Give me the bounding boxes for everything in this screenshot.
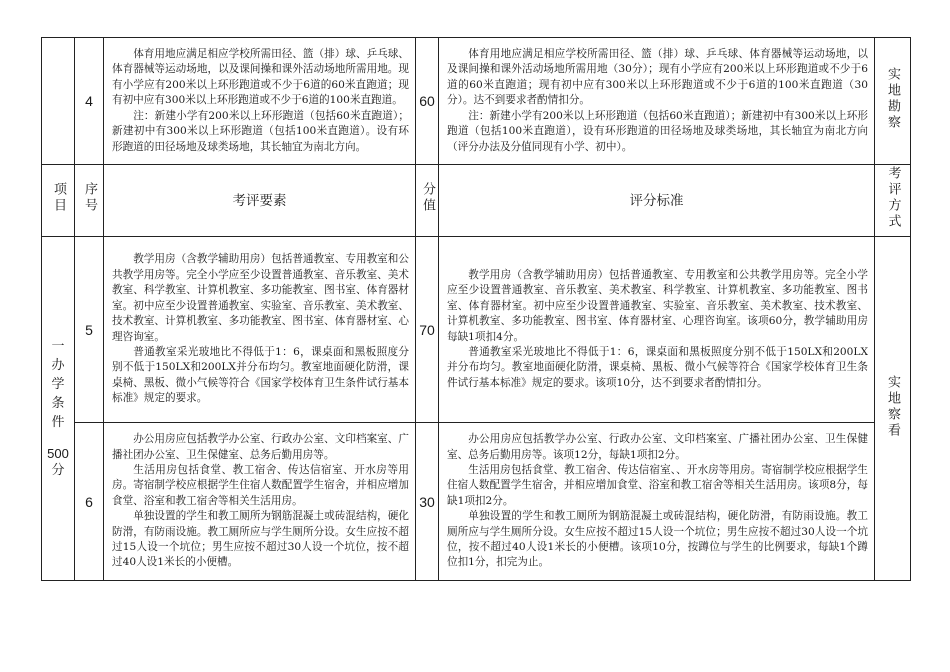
seq-cell: 6 xyxy=(75,423,104,581)
score-cell: 30 xyxy=(416,423,439,581)
score-cell: 70 xyxy=(416,237,439,423)
elements-cell xyxy=(104,237,416,423)
header-score: 分值 xyxy=(416,165,439,237)
paragraph: 体育用地应满足相应学校所需田径、篮（排）球、乒乓球、体育器械等运动场地，以及课间操和课外活动场地所需用地。现有小学应有200米以上环形跑道或不少于6道的60米直跑道；现有初中应有300米以上环形跑道或不少于6道的100米直跑道。 xyxy=(112,48,409,107)
paragraph: 注：新建小学有200米以上环形跑道（包括60米直跑道）；新建初中有300米以上环形跑道（包括100米直跑道），设有环形跑道的田径场地及球类场地，其长轴宜为南北方向（评分办法及分值同现有小学、初中）。 xyxy=(447,109,868,153)
standard-cell xyxy=(439,423,875,581)
header-standard: 评分标准 xyxy=(439,165,875,237)
project-cell xyxy=(42,237,75,581)
method-cell xyxy=(875,237,911,581)
project-total: 500 xyxy=(47,446,69,461)
table-row-4 xyxy=(42,38,911,165)
method-text: 实地勘察 xyxy=(885,67,900,131)
paragraph: 教学用房（含教学辅助用房）包括普通教室、专用教室和公共教学用房等。完全小学应至少设置普通教室、音乐教室、美术教室、科学教室、计算机教室、多功能教室、图书室、体育器材室。初中应至少设置普通教室、实验室、音乐教室、美术教室、技术教室、计算机教室、多功能教室、图书室、体育器材室、心理咨询室。该项60分，教学辅助用房每缺1项扣4分。 xyxy=(447,268,868,343)
header-project: 项目 xyxy=(42,165,75,237)
header-seq: 序号 xyxy=(75,165,104,237)
standard-cell xyxy=(439,38,875,165)
project-unit: 分 xyxy=(51,463,65,478)
paragraph: 单独设置的学生和教工厕所为钢筋混凝土或砖混结构，硬化防滑，有防雨设施。教工厕所应与学生厕所分设。女生应按不超过15人设一个坑位；男生应按不超过30人设一个坑位，按不超过40人设1米长的小便槽。该项10分，按蹲位与学生的比例要求，每缺1个蹲位扣1分，扣完为止。 xyxy=(447,510,868,569)
paragraph: 教学用房（含教学辅助用房）包括普通教室、专用教室和公共教学用房等。完全小学应至少设置普通教室、音乐教室、美术教室、科学教室、计算机教室、多功能教室、图书室、体育器材室。初中应至少设置普通教室、实验室、音乐教室、美术教室、技术教室、计算机教室、多功能教室、图书室、体育器材室、心理咨询室。 xyxy=(112,253,409,343)
paragraph: 体育用地应满足相应学校所需田径、篮（排）球、乒乓球、体育器械等运动场地，以及课间操和课外活动场地所需用地（30分）；现有小学应有200米以上环形跑道或不少于6道的60米直跑道；现有初中应有300米以上环形跑道或不少于6道的100米直跑道（30分）。达不到要求者酌情扣分。 xyxy=(447,48,868,107)
score-cell: 60 xyxy=(416,38,439,165)
method-cell xyxy=(875,38,911,165)
paragraph: 普通教室采光玻地比不得低于1：6，课桌面和黑板照度分别不低于150LX和200LX并分布均匀。教室地面硬化防滑，课桌椅、黑板、微小气候等符合《国家学校体育卫生条件试行基本标准》规定的要求。 xyxy=(112,345,409,405)
header-method: 考评方式 xyxy=(875,165,911,237)
elements-cell xyxy=(104,423,416,581)
paragraph: 生活用房包括食堂、教工宿舍、传达信宿室、、开水房等用房。寄宿制学校应根据学生住宿人数配置学生宿舍，并相应增加食堂、浴室和教工宿舍等相关生活用房。该项8分，每缺1项扣2分。 xyxy=(447,463,868,507)
paragraph: 办公用房应包括教学办公室、行政办公室、文印档案室、广播社团办公室、卫生保健室、总务后勤用房等。 xyxy=(112,433,409,461)
project-label: 一 办 学 条 件 500 分 xyxy=(47,339,69,478)
header-row xyxy=(42,165,911,237)
paragraph: 单独设置的学生和教工厕所为钢筋混凝土或砖混结构，硬化防滑，有防雨设施。教工厕所应与学生厕所分设。女生应按不超过15人设一个坑位；男生应按不超过30人设一个坑位，按不超过40人设1米长的小便槽。 xyxy=(112,510,409,569)
paragraph: 生活用房包括食堂、教工宿舍、传达信宿室、开水房等用房。寄宿制学校应根据学生住宿人数配置学生宿舍，并相应增加食堂、浴室和教工宿舍等相关生活用房。 xyxy=(112,463,409,507)
seq-cell: 4 xyxy=(75,38,104,165)
table-row-6 xyxy=(42,423,911,581)
table-row-5 xyxy=(42,237,911,423)
seq-cell: 5 xyxy=(75,237,104,423)
evaluation-table xyxy=(41,37,911,581)
method-text: 实地察看 xyxy=(885,374,900,439)
paragraph: 普通教室采光玻地比不得低于1：6，课桌面和黑板照度分别不低于150LX和200LX并分布均匀。教室地面硬化防滑，课桌椅、黑板、微小气候等符合《国家学校体育卫生条件试行基本标准》规定的要求。该项10分，达不到要求者酌情扣分。 xyxy=(447,345,868,389)
project-cell-empty xyxy=(42,38,75,165)
paragraph: 办公用房应包括教学办公室、行政办公室、文印档案室、广播社团办公室、卫生保健室、总务后勤用房等。该项12分，每缺1项扣2分。 xyxy=(447,433,868,461)
standard-cell xyxy=(439,237,875,423)
elements-cell xyxy=(104,38,416,165)
paragraph: 注：新建小学有200米以上环形跑道（包括60米直跑道）；新建初中有300米以上环形跑道（包括100米直跑道）。设有环形跑道的田径场地及球类场地，其长轴宜为南北方向。 xyxy=(112,109,409,153)
header-elements: 考评要素 xyxy=(104,165,416,237)
